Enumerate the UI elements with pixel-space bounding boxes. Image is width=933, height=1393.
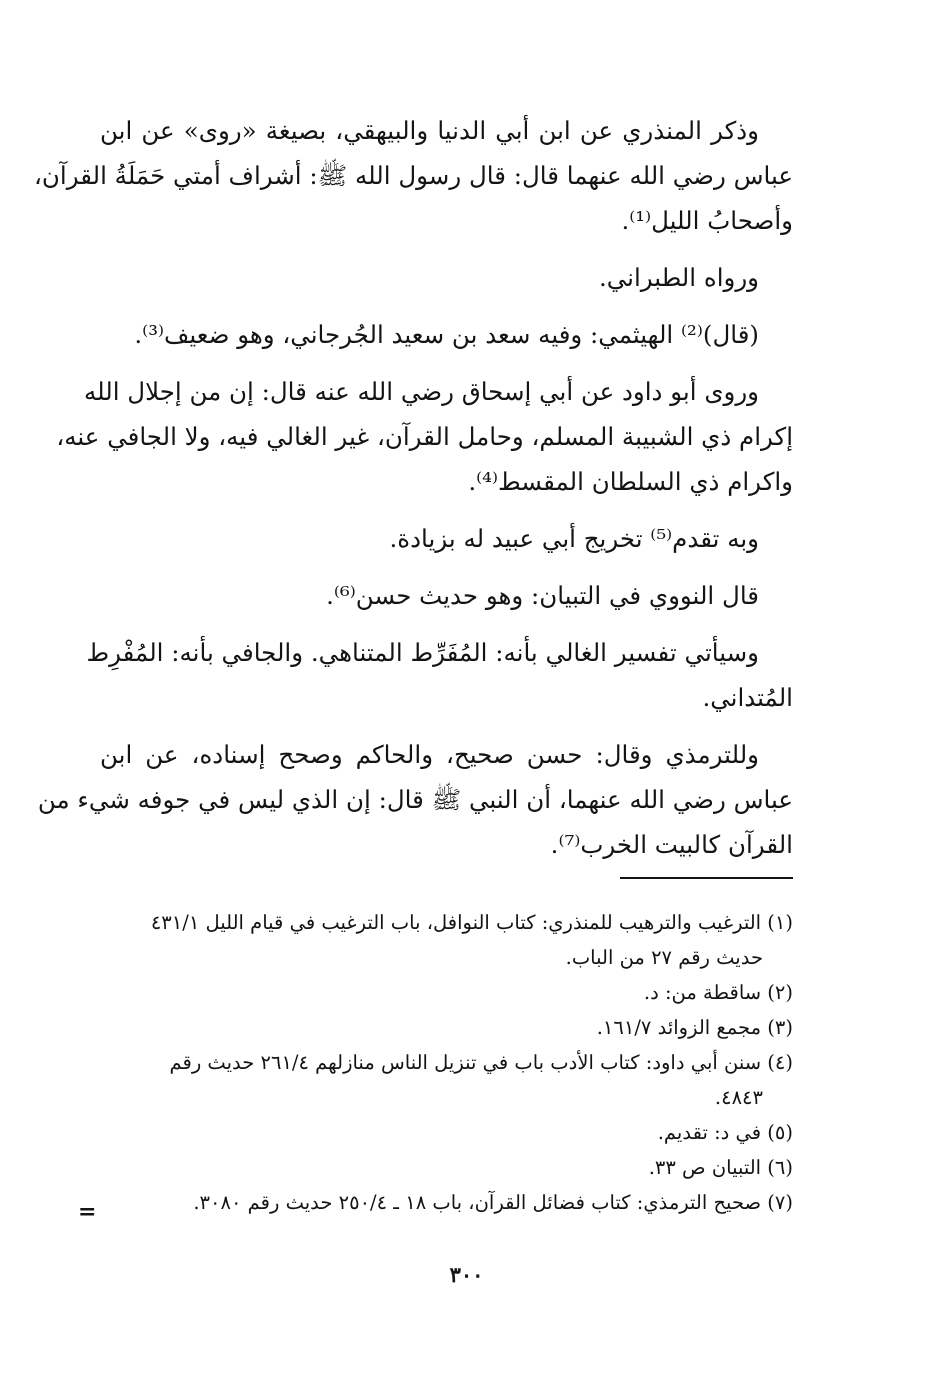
text-line: القرآن كالبيت الخرب⁽⁷⁾. — [550, 830, 793, 859]
footnote-separator — [620, 877, 793, 879]
text-line: المُتداني. — [702, 683, 793, 712]
footnote-3: (٣) مجمع الزوائد ١٦١/٧. — [596, 1016, 793, 1039]
paragraph-8 — [37, 732, 793, 867]
text-line: وللترمذي وقال: حسن صحيح، والحاكم وصحح إسناده، عن ابن — [100, 740, 759, 769]
text-line: إكرام ذي الشبيبة المسلم، وحامل القرآن، غير الغالي فيه، ولا الجافي عنه، — [56, 422, 793, 451]
footnotes — [100, 905, 793, 1220]
paragraph-7 — [86, 630, 793, 720]
text-line: واكرام ذي السلطان المقسط⁽⁴⁾. — [468, 467, 793, 496]
footnote-text: ٤٨٤٣. — [714, 1086, 763, 1109]
footnote-7: (٧) صحيح الترمذي: كتاب فضائل القرآن، باب ١٨ ـ ٢٥٠/٤ حديث رقم ٣٠٨٠. — [193, 1191, 793, 1214]
footnote-4: (٤) سنن أبي داود: كتاب الأدب باب في تنزيل الناس منازلهم ٢٦١/٤ حديث رقم — [169, 1051, 793, 1074]
paragraph-3: (قال)⁽²⁾ الهيثمي: وفيه سعد بن سعيد الجُرجاني، وهو ضعيف⁽³⁾. — [134, 320, 759, 349]
paragraph-6: قال النووي في التبيان: وهو حديث حسن⁽⁶⁾. — [326, 581, 759, 610]
text-line: وروى أبو داود عن أبي إسحاق رضي الله عنه قال: إن من إجلال الله — [83, 377, 759, 406]
footnote-6: (٦) التبيان ص ٣٣. — [648, 1156, 793, 1179]
page-number: ٣٠٠ — [449, 1262, 484, 1287]
continuation-mark: = — [78, 1199, 97, 1225]
text-line: وسيأتي تفسير الغالي بأنه: المُفَرِّط المتناهي. والجافي بأنه: المُفْرِط — [86, 638, 759, 667]
paragraph-1 — [34, 108, 793, 243]
text-line: عباس رضي الله عنهما، أن النبي ﷺ قال: إن الذي ليس في جوفه شيء من — [37, 785, 793, 814]
main-text — [34, 108, 793, 867]
paragraph-5: وبه تقدم⁽⁵⁾ تخريج أبي عبيد له بزيادة. — [389, 524, 759, 553]
footnote-5: (٥) في د: تقديم. — [657, 1121, 793, 1144]
footnote-text: حديث رقم ٢٧ من الباب. — [565, 946, 763, 969]
text-line: وأصحابُ الليل⁽¹⁾. — [621, 206, 793, 235]
footnote-1: (١) الترغيب والترهيب للمنذري: كتاب النوافل، باب الترغيب في قيام الليل ٤٣١/١ — [150, 911, 793, 934]
text-line: وذكر المنذري عن ابن أبي الدنيا والبيهقي، بصيغة «روى» عن ابن — [100, 116, 759, 145]
footnote-1-continuation — [100, 940, 793, 975]
text-line: عباس رضي الله عنهما قال: قال رسول الله ﷺ: أشراف أمتي حَمَلَةُ القرآن، — [34, 161, 793, 190]
paragraph-2: ورواه الطبراني. — [598, 263, 759, 292]
footnote-2: (٢) ساقطة من: د. — [643, 981, 793, 1004]
paragraph-4 — [56, 369, 793, 504]
footnote-4-continuation — [100, 1080, 793, 1115]
